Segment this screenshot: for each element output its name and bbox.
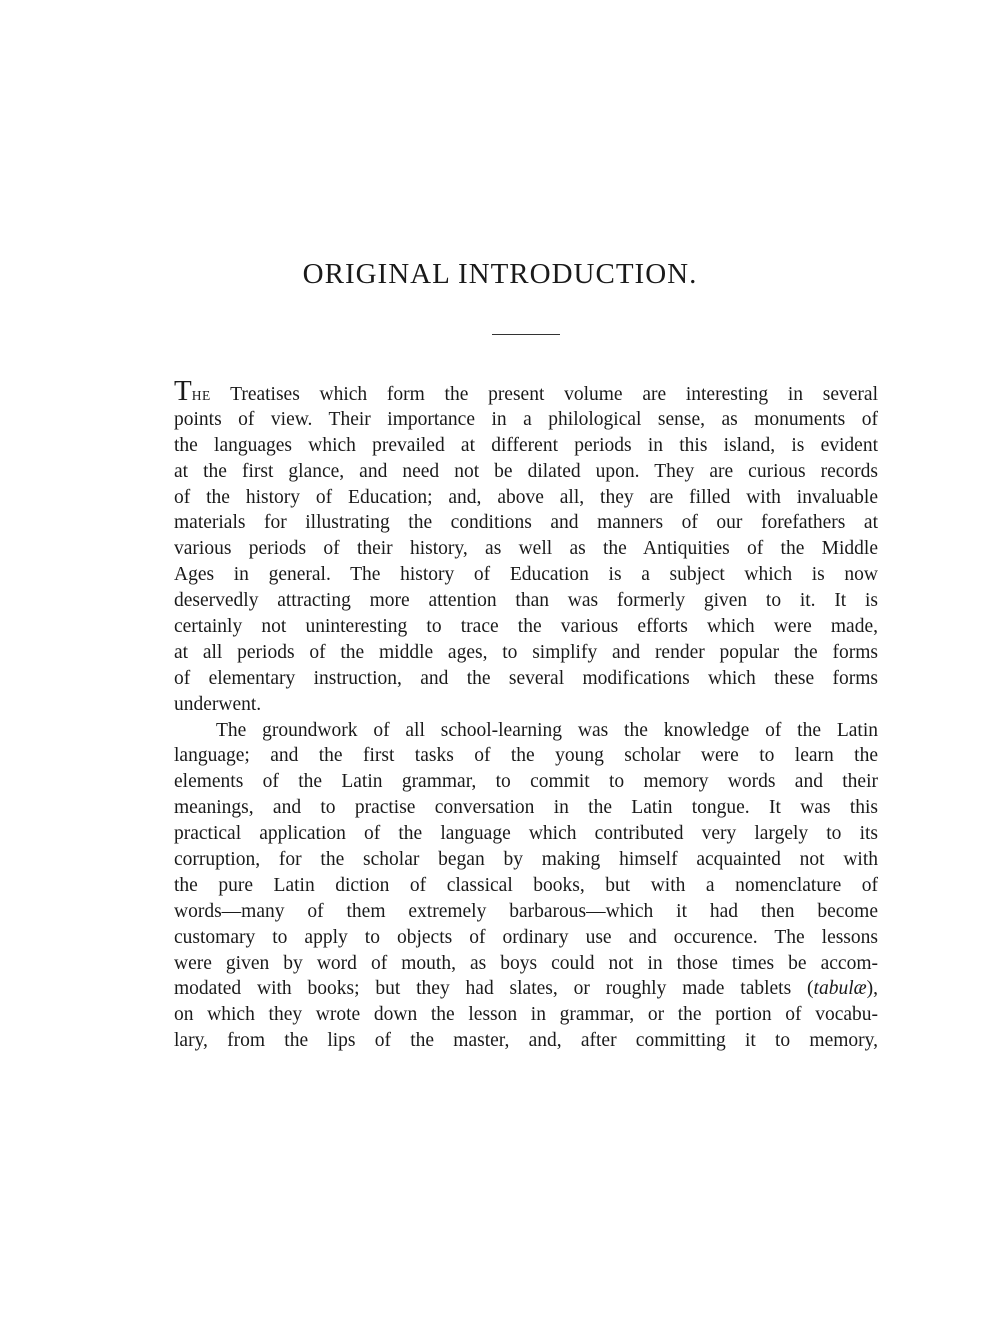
latin-term: tabulæ bbox=[813, 978, 867, 1000]
text-line: points of view. Their importance in a philological sense, as monuments of bbox=[174, 408, 878, 430]
text-line: deservedly attracting more attention than was formerly given to it. It is bbox=[174, 590, 878, 612]
text-line: meanings, and to practise conversation in the Latin tongue. It was this bbox=[174, 797, 878, 819]
text-line: various periods of their history, as well as the Antiquities of the Middle bbox=[174, 538, 878, 560]
text-line: Ages in general. The history of Education is a subject which is now bbox=[174, 564, 878, 586]
text-line: at all periods of the middle ages, to simplify and render popular the forms bbox=[174, 641, 878, 663]
text-line: corruption, for the scholar began by making himself acquainted not with bbox=[174, 849, 878, 871]
small-caps: HE bbox=[191, 388, 211, 403]
text-line: at the first glance, and need not be dilated upon. They are curious records bbox=[174, 460, 878, 482]
page-title: ORIGINAL INTRODUCTION. bbox=[302, 258, 698, 290]
text-line: the languages which prevailed at different periods in this island, is evident bbox=[174, 434, 878, 456]
text-line: were given by word of mouth, as boys could not in those times be accom- bbox=[174, 952, 878, 974]
text-line: modated with books; but they had slates, or roughly made tablets (tabulæ), bbox=[174, 978, 878, 1000]
text-line: the pure Latin diction of classical books, but with a nomenclature of bbox=[174, 874, 878, 896]
drop-cap: T bbox=[174, 375, 192, 407]
text-line: The groundwork of all school-learning was the knowledge of the Latin bbox=[216, 719, 878, 741]
text-line: language; and the first tasks of the young scholar were to learn the bbox=[174, 745, 878, 767]
text-line: of the history of Education; and, above all, they are filled with invaluable bbox=[174, 486, 878, 508]
text-line: customary to apply to objects of ordinary use and occurence. The lessons bbox=[174, 926, 878, 948]
text-line: practical application of the language which contributed very largely to its bbox=[174, 823, 878, 845]
text-line: of elementary instruction, and the several modifications which these forms bbox=[174, 667, 878, 689]
text-line: words—many of them extremely barbarous—which it had then become bbox=[174, 900, 878, 922]
paragraph-1-first-line bbox=[174, 375, 878, 407]
paragraph-1 bbox=[174, 375, 878, 718]
text-line: elements of the Latin grammar, to commit to memory words and their bbox=[174, 771, 878, 793]
text-line: underwent. bbox=[174, 693, 262, 715]
paragraph-2 bbox=[174, 718, 878, 1055]
text-line: materials for illustrating the conditions and manners of our forefathers at bbox=[174, 512, 878, 534]
text-line: lary, from the lips of the master, and, after committing it to memory, bbox=[174, 1030, 878, 1052]
text-line: on which they wrote down the lesson in grammar, or the portion of vocabu- bbox=[174, 1004, 878, 1026]
body-text bbox=[174, 375, 878, 1054]
title-divider bbox=[492, 334, 560, 335]
text-line: certainly not uninteresting to trace the various efforts which were made, bbox=[174, 616, 878, 638]
first-line-text: Treatises which form the present volume are interesting in several bbox=[230, 384, 878, 405]
